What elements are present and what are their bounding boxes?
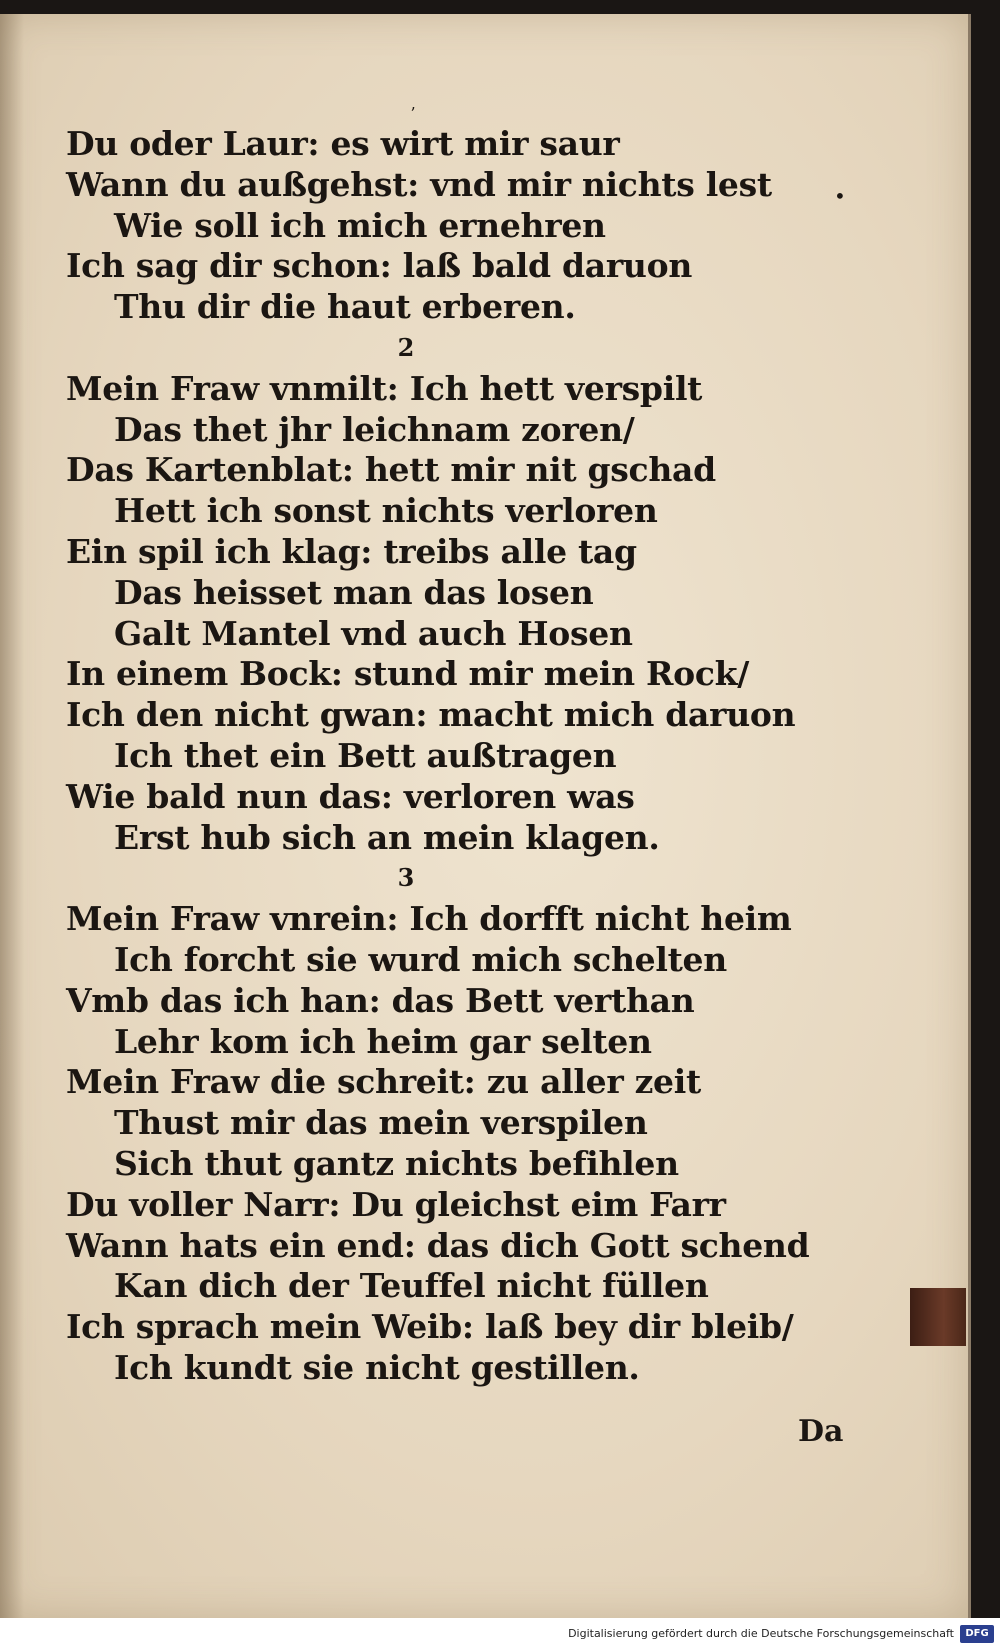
- stanza-2: [66, 368, 796, 859]
- funding-credit: Digitalisierung gefördert durch die Deutsche Forschungsgemeinschaft: [568, 1627, 954, 1640]
- digitization-footer: [0, 1618, 1000, 1652]
- song-text: [66, 124, 810, 1389]
- catchword: Da: [798, 1414, 844, 1449]
- verse-line: Mein Fraw vnrein: Ich dorfft nicht heim: [66, 899, 792, 939]
- verse-line: Vmb das ich han: das Bett verthan: [66, 980, 695, 1020]
- stanza-1: [66, 124, 786, 328]
- verse-line: Ich forcht sie wurd mich schelten: [114, 939, 727, 979]
- verse-line: Wann du außgehst: vnd mir nichts lest: [66, 164, 772, 204]
- verse-line: Ein spil ich klag: treibs alle tag: [66, 531, 637, 571]
- verse-line: Mein Fraw die schreit: zu aller zeit: [66, 1062, 701, 1102]
- top-ink-mark: ʼ: [410, 104, 416, 123]
- verse-line: Hett ich sonst nichts verloren: [114, 491, 658, 531]
- verse-line: Ich kundt sie nicht gestillen.: [114, 1347, 640, 1387]
- bookmark-ribbon: [910, 1288, 966, 1346]
- spine-shadow: [0, 14, 24, 1618]
- verse-line: Ich den nicht gwan: macht mich daruon: [66, 695, 796, 735]
- verse-line: Das thet jhr leichnam zoren/: [114, 409, 635, 449]
- verse-line: Thu dir die haut erberen.: [114, 287, 576, 327]
- verse-line: Thust mir das mein verspilen: [114, 1103, 648, 1143]
- verse-line: Wie bald nun das: verloren was: [66, 776, 635, 816]
- verse-line: Das Kartenblat: hett mir nit gschad: [66, 450, 716, 490]
- verse-line: In einem Bock: stund mir mein Rock/: [66, 654, 749, 694]
- book-page: [0, 14, 971, 1618]
- verse-line: Wie soll ich mich ernehren: [114, 205, 606, 245]
- verse-line: Du voller Narr: Du gleichst eim Farr: [66, 1184, 726, 1224]
- verse-line: Das heisset man das losen: [114, 572, 594, 612]
- verse-line: Ich sag dir schon: laß bald daruon: [66, 246, 693, 286]
- verse-line: Lehr kom ich heim gar selten: [114, 1021, 652, 1061]
- verse-line: Galt Mantel vnd auch Hosen: [114, 613, 633, 653]
- verse-line: Wann hats ein end: das dich Gott schend: [66, 1225, 810, 1265]
- stanza-number-2: 2: [397, 332, 415, 362]
- verse-line: Mein Fraw vnmilt: Ich hett verspilt: [66, 368, 703, 408]
- verse-line: Ich sprach mein Weib: laß bey dir bleib/: [66, 1307, 794, 1347]
- stanza-3: [66, 899, 810, 1389]
- dfg-logo-icon: DFG: [960, 1625, 994, 1643]
- verse-line: Ich thet ein Bett außtragen: [114, 735, 617, 775]
- verse-line: Sich thut gantz nichts befihlen: [114, 1143, 679, 1183]
- verse-line: Erst hub sich an mein klagen.: [114, 817, 660, 857]
- margin-dot: •: [834, 184, 846, 208]
- stanza-number-3: 3: [397, 863, 415, 893]
- verse-line: Kan dich der Teuffel nicht füllen: [114, 1266, 709, 1306]
- verse-line: Du oder Laur: es wirt mir saur: [66, 124, 620, 163]
